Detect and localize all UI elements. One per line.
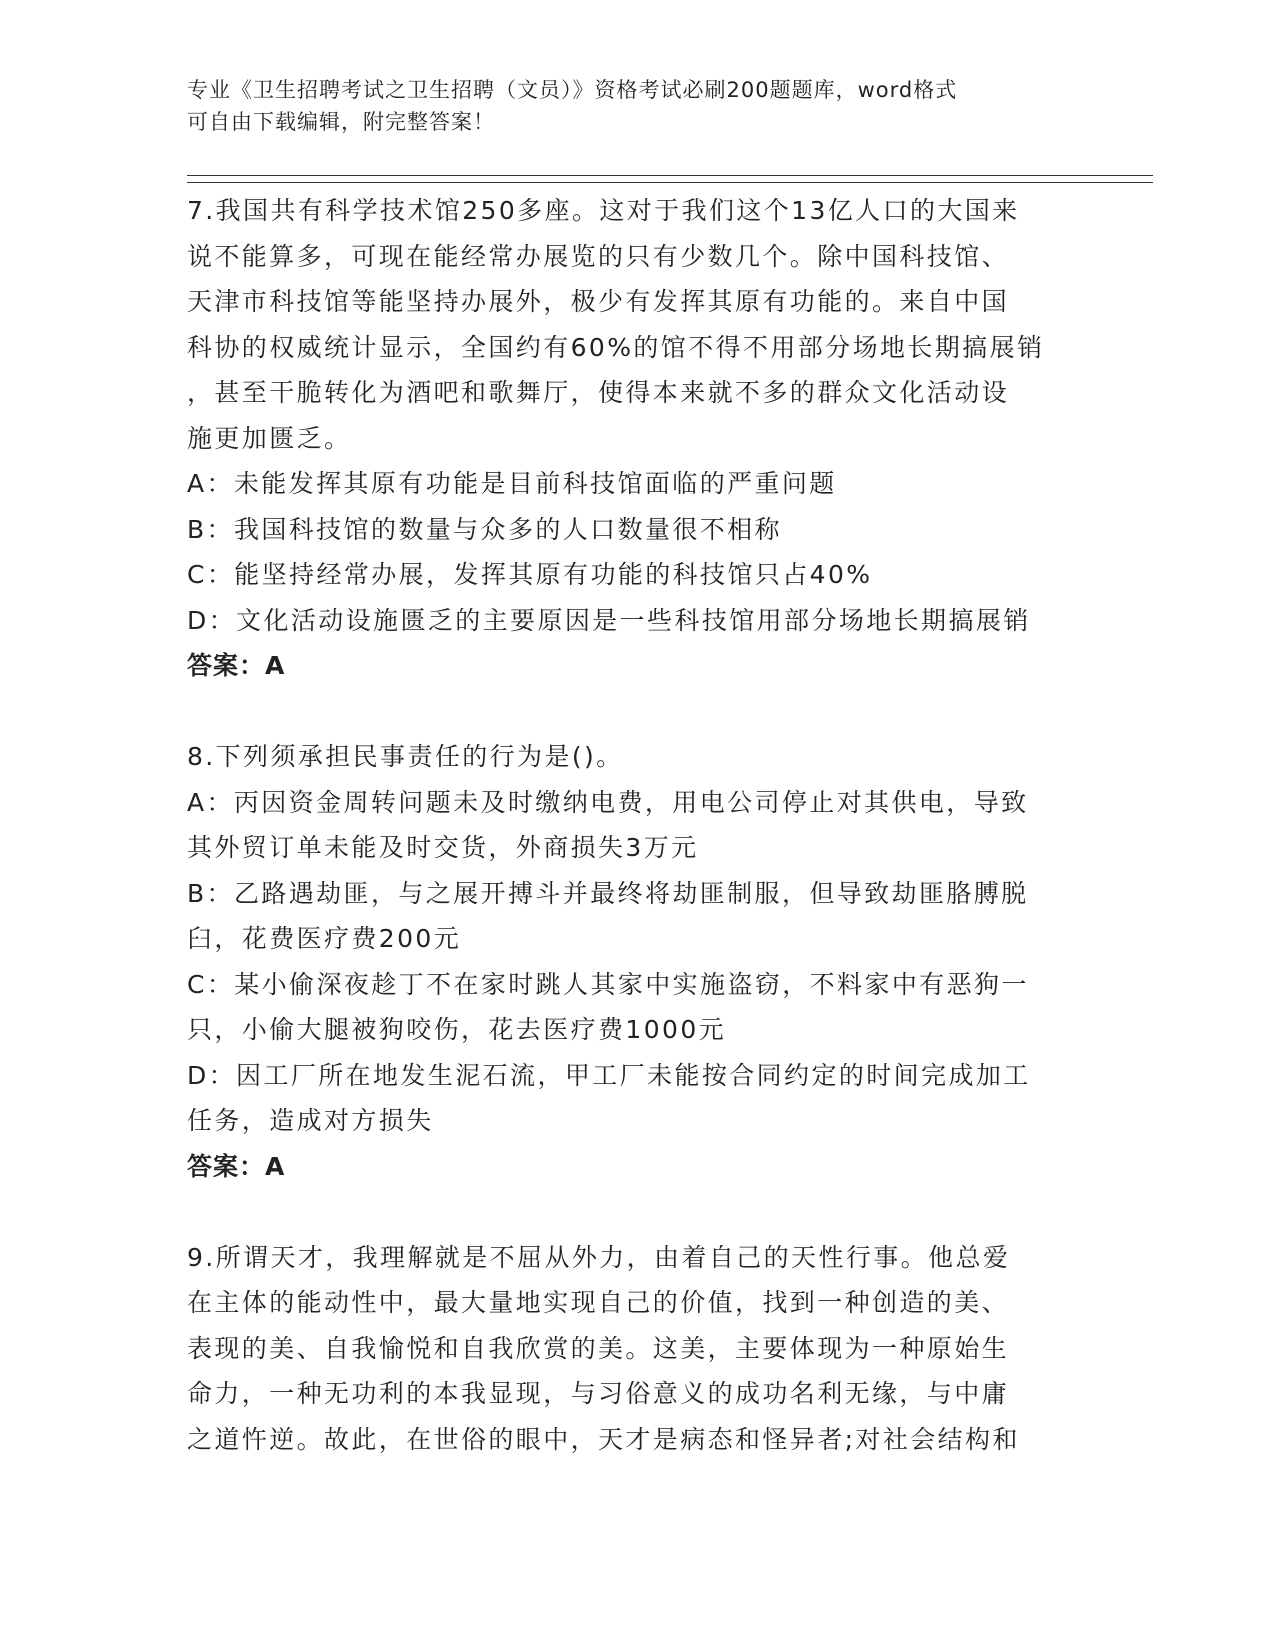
question-stem-line: 表现的美、自我愉悦和自我欣赏的美。这美，主要体现为一种原始生 bbox=[187, 1333, 1010, 1363]
question-stem-line: 之道忤逆。故此，在世俗的眼中，天才是病态和怪异者;对社会结构和 bbox=[187, 1424, 1020, 1454]
question-7 bbox=[187, 188, 1087, 689]
option-d-continuation: 任务，造成对方损失 bbox=[187, 1106, 434, 1135]
question-stem-line: 说不能算多，可现在能经常办展览的只有少数几个。除中国科技馆、 bbox=[187, 241, 1010, 271]
question-stem-line: 7.我国共有科学技术馆250多座。这对于我们这个13亿人口的大国来 bbox=[187, 196, 1020, 225]
option-c: C：能坚持经常办展，发挥其原有功能的科技馆只占40% bbox=[187, 560, 873, 589]
option-a: A：未能发挥其原有功能是目前科技馆面临的严重问题 bbox=[187, 469, 837, 498]
question-list bbox=[187, 188, 1087, 1462]
question-stem-line: 命力，一种无功利的本我显现，与习俗意义的成功名利无缘，与中庸 bbox=[187, 1379, 1010, 1408]
question-stem-line: 施更加匮乏。 bbox=[187, 423, 352, 453]
question-stem-line: ，甚至干脆转化为酒吧和歌舞厅，使得本来就不多的群众文化活动设 bbox=[187, 378, 1010, 407]
option-b: B：我国科技馆的数量与众多的人口数量很不相称 bbox=[187, 514, 782, 544]
option-b: B：乙路遇劫匪，与之展开搏斗并最终将劫匪制服，但导致劫匪胳膊脱 bbox=[187, 878, 1029, 908]
option-c-continuation: 只，小偷大腿被狗咬伤，花去医疗费1000元 bbox=[187, 1015, 727, 1044]
question-stem-line: 在主体的能动性中，最大量地实现自己的价值，找到一种创造的美、 bbox=[187, 1288, 1010, 1317]
question-stem-line: 科协的权威统计显示，全国约有60%的馆不得不用部分场地长期搞展销 bbox=[187, 332, 1045, 362]
answer-label: 答案：A bbox=[187, 651, 286, 680]
header-line: 可自由下载编辑，附完整答案！ bbox=[187, 110, 495, 134]
option-a-continuation: 其外贸订单未能及时交货，外商损失3万元 bbox=[187, 833, 699, 862]
question-spacer bbox=[187, 1189, 1087, 1235]
header-line: 专业《卫生招聘考试之卫生招聘（文员）》资格考试必刷200题题库，word格式 bbox=[187, 78, 958, 102]
question-spacer bbox=[187, 689, 1087, 735]
question-stem-line: 9.所谓天才，我理解就是不屈从外力，由着自己的天性行事。他总爱 bbox=[187, 1242, 1011, 1272]
option-b-continuation: 臼，花费医疗费200元 bbox=[187, 924, 462, 953]
document-header bbox=[187, 74, 1067, 138]
question-9 bbox=[187, 1235, 1087, 1463]
option-a: A：丙因资金周转问题未及时缴纳电费，用电公司停止对其供电，导致 bbox=[187, 787, 1029, 817]
header-divider bbox=[187, 182, 1153, 183]
header-divider bbox=[187, 175, 1153, 176]
option-d: D：因工厂所在地发生泥石流，甲工厂未能按合同约定的时间完成加工 bbox=[187, 1060, 1031, 1090]
answer-label: 答案：A bbox=[187, 1151, 286, 1181]
question-stem-line: 8.下列须承担民事责任的行为是()。 bbox=[187, 742, 624, 771]
option-d: D：文化活动设施匮乏的主要原因是一些科技馆用部分场地长期搞展销 bbox=[187, 605, 1031, 635]
question-stem-line: 天津市科技馆等能坚持办展外，极少有发挥其原有功能的。来自中国 bbox=[187, 287, 1010, 316]
option-c: C：某小偷深夜趁丁不在家时跳人其家中实施盗窃，不料家中有恶狗一 bbox=[187, 969, 1029, 999]
question-8 bbox=[187, 734, 1087, 1189]
